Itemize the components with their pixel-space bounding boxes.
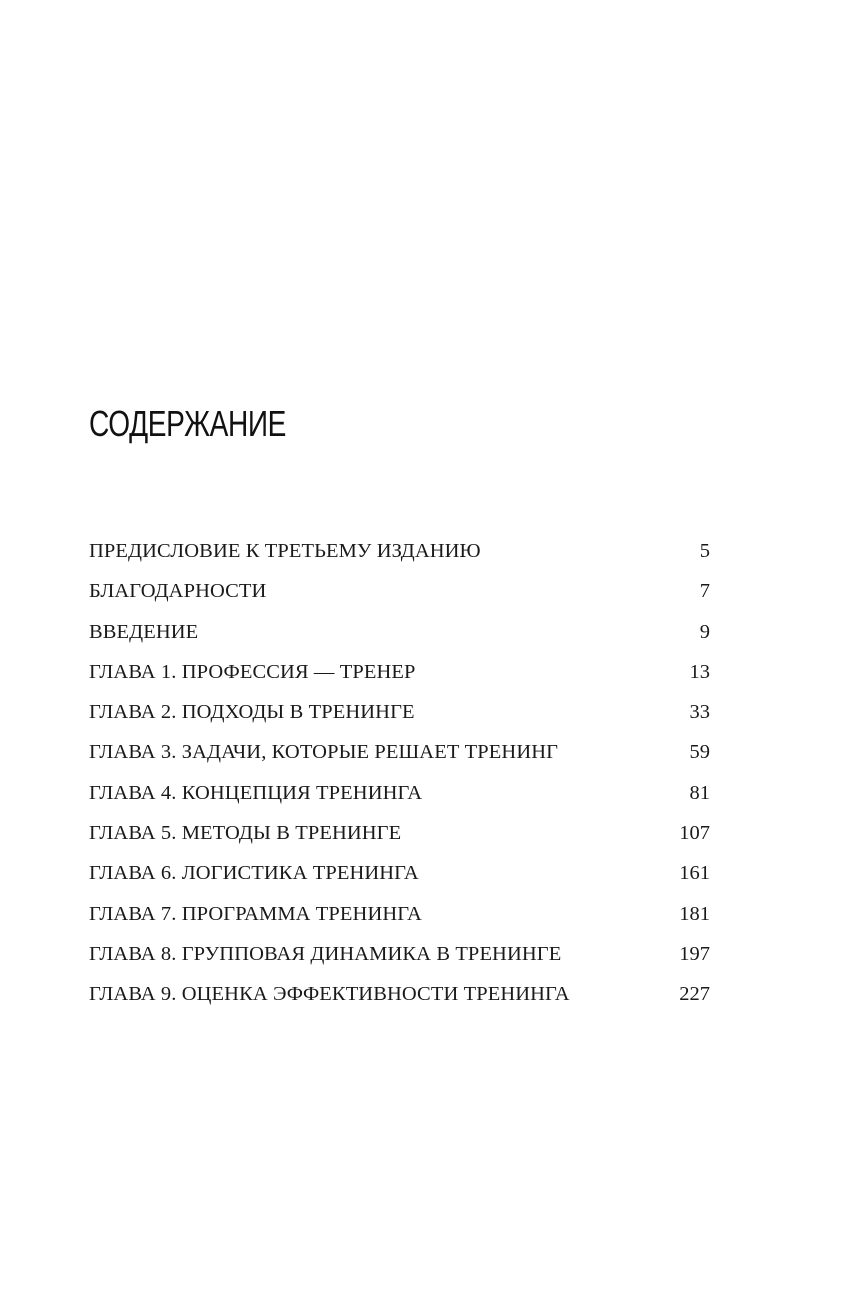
toc-entry-page: 81 [689,781,710,804]
toc-entry-page: 181 [679,902,710,925]
toc-entry-page: 227 [679,983,710,1006]
toc-entry [89,732,710,772]
toc-entry-label: ГЛАВА 6. ЛОГИСТИКА ТРЕНИНГА [89,862,419,885]
toc-entry-label: ГЛАВА 3. ЗАДАЧИ, КОТОРЫЕ РЕШАЕТ ТРЕНИНГ [89,741,559,764]
toc-entry-label: ГЛАВА 7. ПРОГРАММА ТРЕНИНГА [89,902,422,925]
toc-entry [89,692,710,732]
toc-entry [89,974,710,1014]
toc-entry-label: ВВЕДЕНИЕ [89,620,199,643]
toc-entry-label: ГЛАВА 8. ГРУППОВАЯ ДИНАМИКА В ТРЕНИНГЕ [89,942,562,965]
toc-entry [89,894,710,934]
toc-entry [89,571,710,611]
toc-entry [89,612,710,652]
toc-entry-label: ГЛАВА 5. МЕТОДЫ В ТРЕНИНГЕ [89,822,402,845]
toc-entry [89,652,710,692]
toc-entry-page: 5 [699,540,710,562]
toc-entry [89,531,710,571]
toc-entry [89,813,710,853]
toc-entry-page: 59 [689,741,710,764]
toc-entry-label: ГЛАВА 9. ОЦЕНКА ЭФФЕКТИВНОСТИ ТРЕНИНГА [89,983,570,1006]
toc-list [89,531,710,1015]
toc-entry-label: ПРЕДИСЛОВИЕ К ТРЕТЬЕМУ ИЗДАНИЮ [89,540,481,562]
toc-entry-label: БЛАГОДАРНОСТИ [89,580,267,603]
toc-entry [89,934,710,974]
toc-entry-page: 161 [679,862,710,885]
toc-entry-page: 9 [699,620,710,643]
toc-entry-label: ГЛАВА 1. ПРОФЕССИЯ — ТРЕНЕР [89,660,416,683]
toc-entry-page: 13 [689,660,710,683]
toc-entry [89,853,710,893]
toc-entry-page: 7 [699,580,710,603]
toc-entry-page: 107 [679,822,710,845]
toc-entry-page: 197 [679,942,710,965]
toc-entry-label: ГЛАВА 2. ПОДХОДЫ В ТРЕНИНГЕ [89,701,415,724]
toc-title: СОДЕРЖАНИЕ [89,403,286,444]
toc-entry-page: 33 [689,701,710,724]
toc-entry [89,773,710,813]
toc-entry-label: ГЛАВА 4. КОНЦЕПЦИЯ ТРЕНИНГА [89,781,423,804]
